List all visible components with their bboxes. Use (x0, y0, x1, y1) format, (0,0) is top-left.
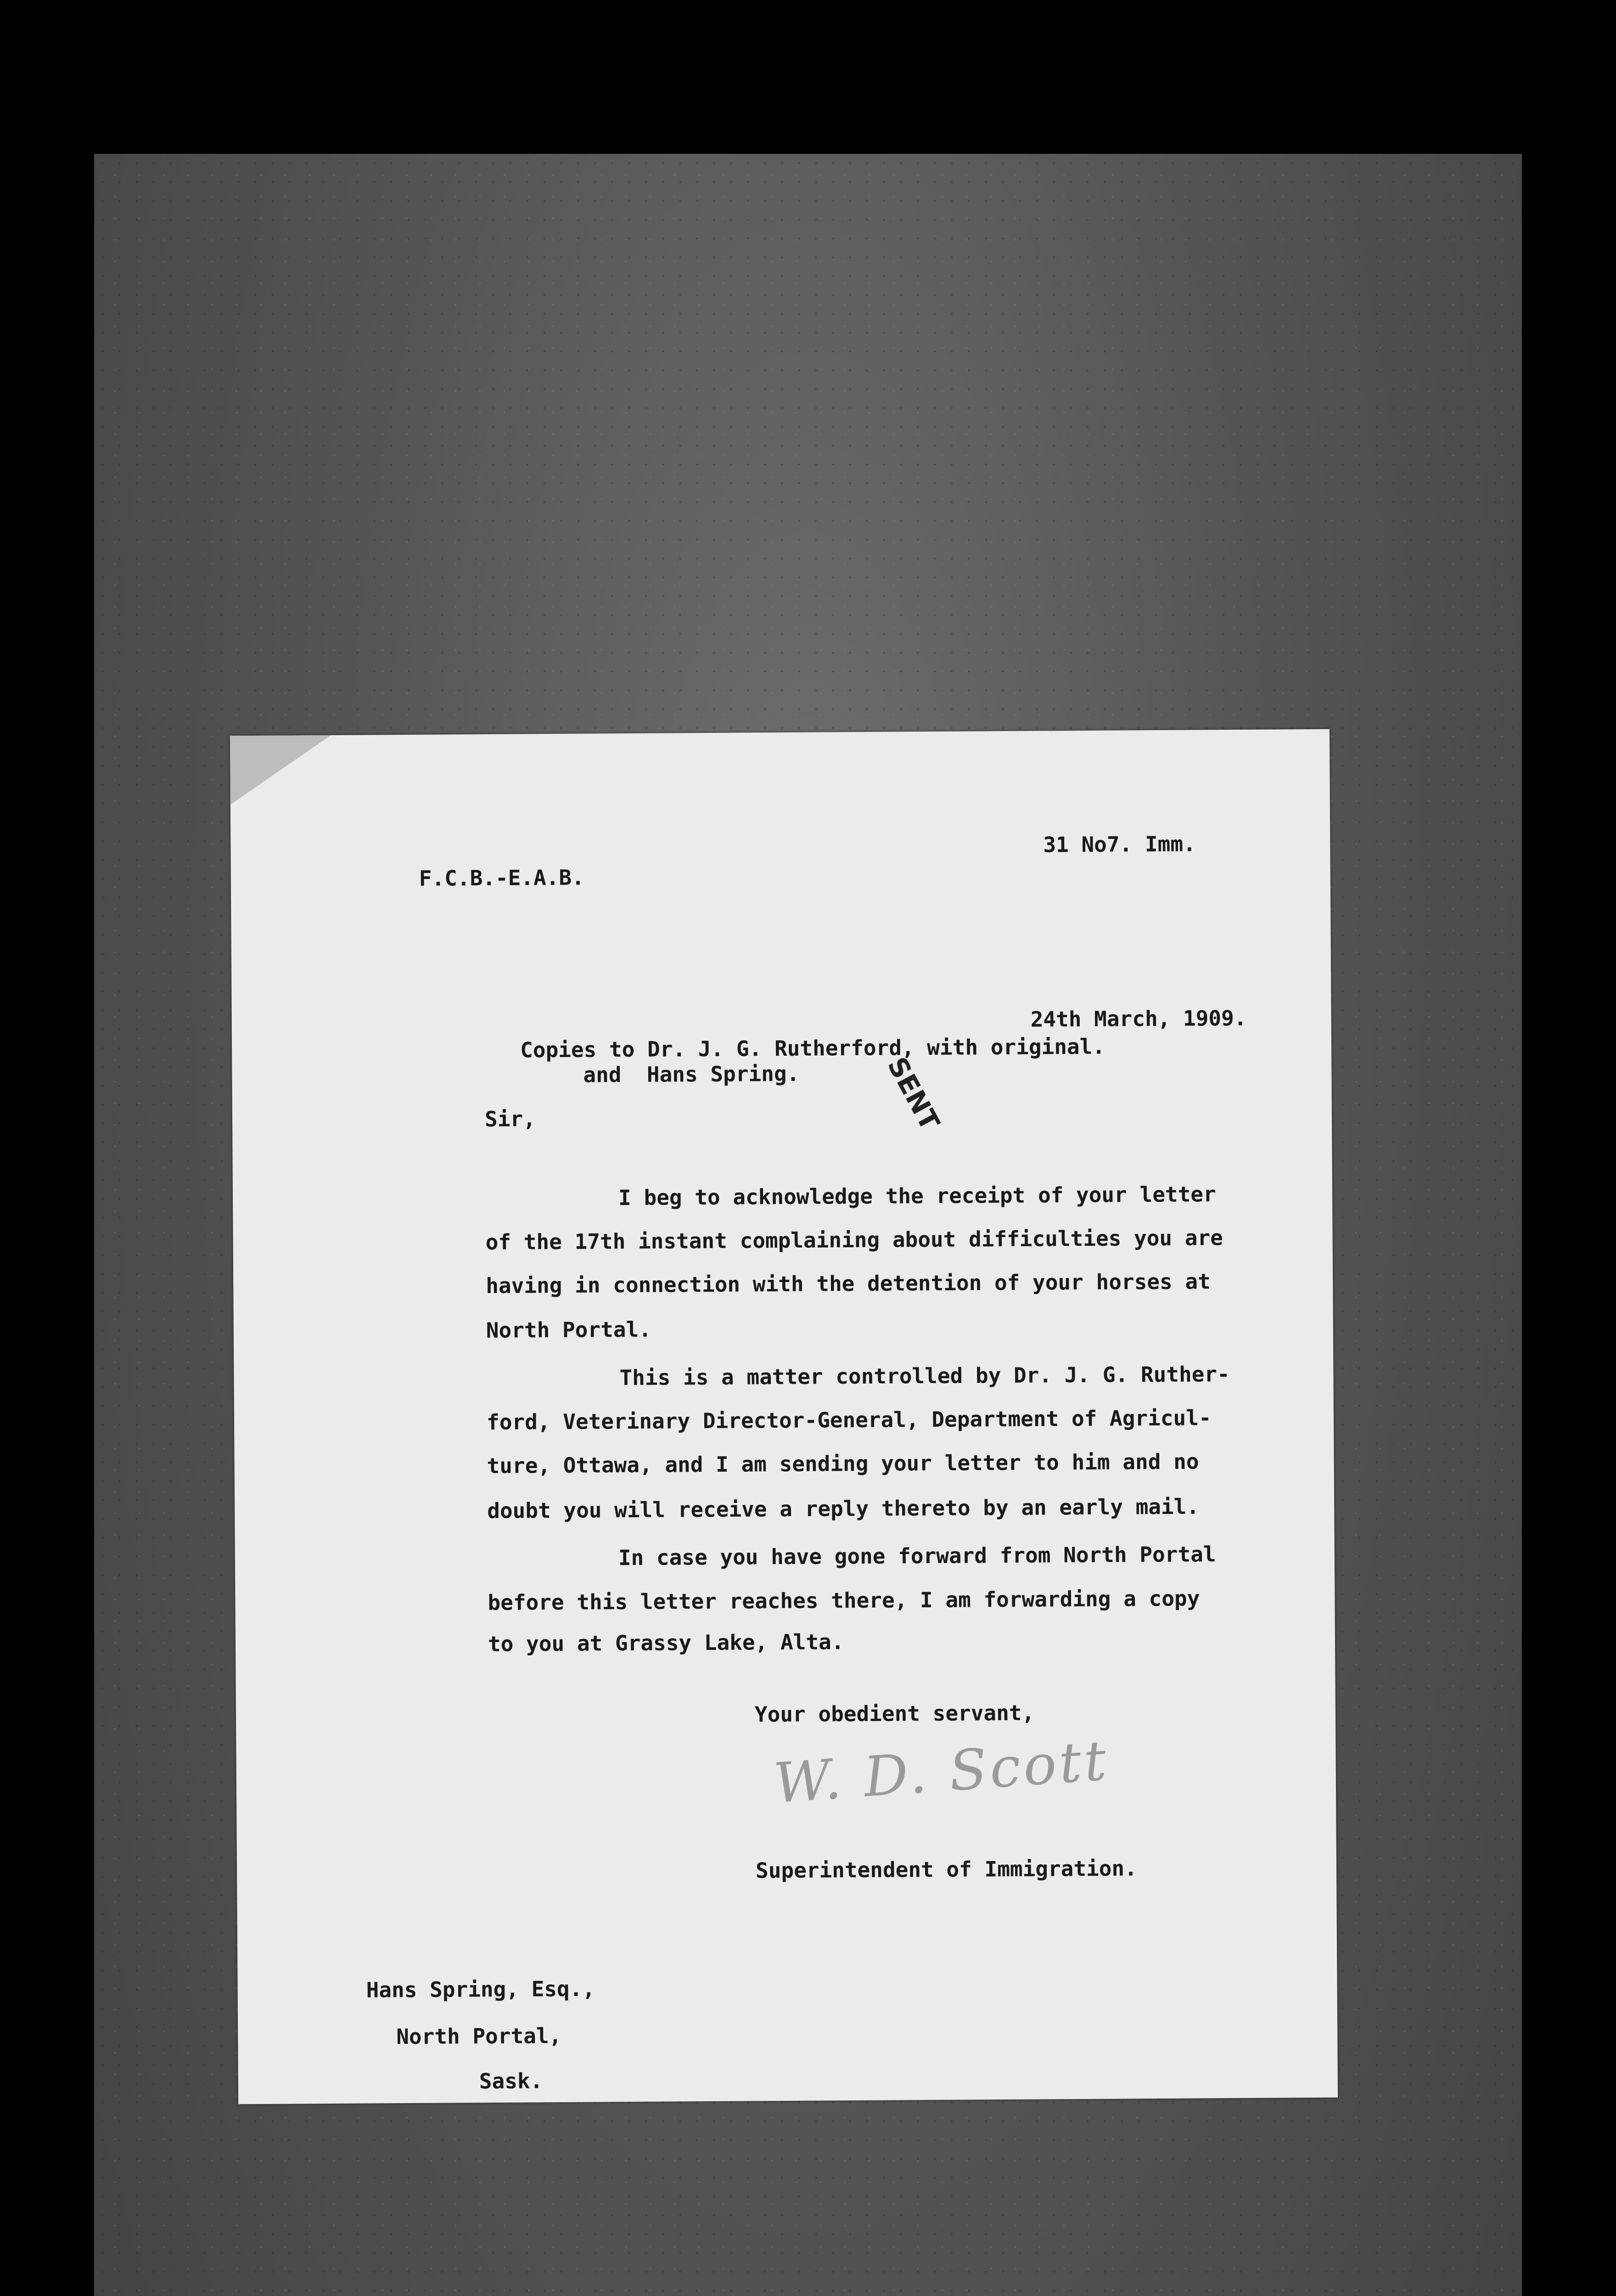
typed-letter (230, 729, 1338, 2105)
letter-date: 24th March, 1909. (1030, 1005, 1247, 1032)
body-line-3: having in connection with the detention of your horses at (486, 1269, 1211, 1298)
body-line-9: In case you have gone forward from North Portal (618, 1542, 1216, 1570)
addressee-name: Hans Spring, Esq., (366, 1976, 595, 2003)
closing: Your obedient servant, (754, 1700, 1035, 1727)
body-line-1: I beg to acknowledge the receipt of your letter (618, 1182, 1216, 1210)
body-line-10: before this letter reaches there, I am forwarding a copy (488, 1586, 1200, 1615)
body-line-6: ford, Veterinary Director-General, Department of Agricul- (486, 1405, 1212, 1435)
handwritten-signature: W. D. Scott (772, 1728, 1111, 1816)
copies-line-2: and Hans Spring. (583, 1061, 800, 1087)
body-line-8: doubt you will receive a reply thereto by an early mail. (487, 1494, 1200, 1523)
copies-line-1: Copies to Dr. J. G. Rutherford, with original. (520, 1034, 1105, 1063)
addressee-province: Sask. (479, 2068, 543, 2094)
body-line-7: ture, Ottawa, and I am sending your letter to him and no (487, 1449, 1199, 1478)
body-line-5: This is a matter controlled by Dr. J. G. Ruther- (619, 1362, 1230, 1390)
folded-corner (230, 735, 331, 805)
signatory-title: Superintendent of Immigration. (755, 1856, 1138, 1883)
file-reference: 31 No7. Imm. (1043, 831, 1196, 857)
addressee-town: North Portal, (396, 2023, 562, 2049)
typist-initials: F.C.B.-E.A.B. (419, 865, 585, 891)
body-line-11: to you at Grassy Lake, Alta. (488, 1629, 844, 1656)
sent-stamp: SENT (881, 1052, 946, 1136)
body-line-2: of the 17th instant complaining about difficulties you are (485, 1225, 1223, 1255)
body-line-4: North Portal. (486, 1317, 652, 1343)
salutation: Sir, (484, 1106, 536, 1131)
